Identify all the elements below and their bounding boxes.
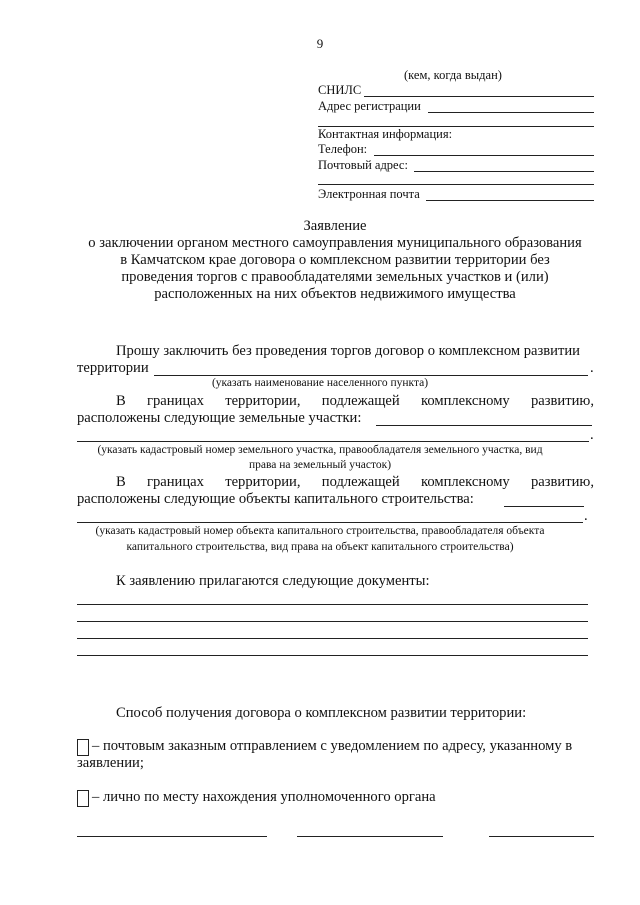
contacts-label: Контактная информация: bbox=[318, 127, 453, 141]
objects-caption-2: капитального строительства, вид права на объект капитального строительства) bbox=[126, 541, 514, 553]
registration-label: Адрес регистрации bbox=[318, 99, 421, 113]
territory-label: территории bbox=[77, 360, 149, 376]
title-line-3: в Камчатском крае договора о комплексном развитии территории без bbox=[120, 252, 550, 268]
title-line-5: расположенных на них объектов недвижимого имущества bbox=[154, 286, 516, 302]
option-postal-line-2: заявлении; bbox=[77, 755, 144, 771]
signature-line-3[interactable] bbox=[489, 836, 594, 837]
snils-label: СНИЛС bbox=[318, 83, 362, 97]
objects-field[interactable] bbox=[504, 506, 584, 507]
option-in-person: – лично по месту нахождения уполномоченного органа bbox=[92, 789, 436, 805]
objects-word: границах bbox=[146, 474, 204, 490]
land-word: развитию, bbox=[530, 393, 594, 409]
land-line-2: расположены следующие земельные участки: bbox=[77, 410, 362, 426]
objects-paragraph-line-1 bbox=[116, 474, 594, 491]
attachments-field-3[interactable] bbox=[77, 638, 588, 639]
objects-field-line2[interactable] bbox=[77, 522, 583, 523]
request-line-1: Прошу заключить без проведения торгов договор о комплексном развитии bbox=[116, 343, 580, 359]
option-postal-line-1: – почтовым заказным отправлением с уведомлением по адресу, указанному в bbox=[92, 738, 573, 754]
objects-word: комплексному bbox=[420, 474, 510, 490]
land-word: границах bbox=[146, 393, 204, 409]
land-word: подлежащей bbox=[321, 393, 400, 409]
objects-line-end: . bbox=[584, 508, 588, 524]
postal-field-line2[interactable] bbox=[318, 184, 594, 185]
title-line-1: Заявление bbox=[303, 218, 367, 234]
phone-field[interactable] bbox=[374, 155, 594, 156]
email-label: Электронная почта bbox=[318, 187, 420, 201]
attachments-label: К заявлению прилагаются следующие документы: bbox=[116, 573, 430, 589]
page-number: 9 bbox=[316, 36, 324, 51]
issued-by-hint: (кем, когда выдан) bbox=[404, 68, 502, 82]
land-paragraph-line-1 bbox=[116, 393, 594, 410]
postal-label: Почтовый адрес: bbox=[318, 158, 408, 172]
land-word: комплексному bbox=[420, 393, 510, 409]
objects-line-2: расположены следующие объекты капитального строительства: bbox=[77, 491, 474, 507]
postal-field[interactable] bbox=[414, 171, 594, 172]
attachments-field-1[interactable] bbox=[77, 604, 588, 605]
objects-word: территории, bbox=[225, 474, 301, 490]
land-caption-2: права на земельный участок) bbox=[248, 459, 392, 471]
territory-caption: (указать наименование населенного пункта) bbox=[211, 377, 429, 389]
land-field[interactable] bbox=[376, 425, 592, 426]
signature-line-2[interactable] bbox=[297, 836, 443, 837]
territory-field[interactable] bbox=[154, 375, 588, 376]
land-line-end: . bbox=[590, 427, 594, 443]
document-title bbox=[70, 218, 600, 303]
in-person-checkbox[interactable] bbox=[77, 790, 89, 807]
registration-field[interactable] bbox=[428, 112, 594, 113]
territory-line-end: . bbox=[590, 360, 594, 376]
land-field-line2[interactable] bbox=[77, 441, 589, 442]
receipt-label: Способ получения договора о комплексном развитии территории: bbox=[116, 705, 527, 721]
land-word: территории, bbox=[225, 393, 301, 409]
snils-field[interactable] bbox=[364, 96, 594, 97]
signature-line-1[interactable] bbox=[77, 836, 267, 837]
objects-word: подлежащей bbox=[321, 474, 400, 490]
attachments-field-2[interactable] bbox=[77, 621, 588, 622]
land-word: В bbox=[116, 393, 126, 409]
phone-label: Телефон: bbox=[318, 142, 368, 156]
postal-delivery-checkbox[interactable] bbox=[77, 739, 89, 756]
title-line-2: о заключении органом местного самоуправления муниципального образования bbox=[88, 235, 582, 251]
land-caption-1: (указать кадастровый номер земельного участка, правообладателя земельного участка, вид bbox=[97, 444, 543, 456]
objects-word: В bbox=[116, 474, 126, 490]
objects-caption-1: (указать кадастровый номер объекта капитального строительства, правообладателя объекта bbox=[95, 525, 545, 537]
objects-word: развитию, bbox=[530, 474, 594, 490]
title-line-4: проведения торгов с правообладателями земельных участков и (или) bbox=[121, 269, 549, 285]
email-field[interactable] bbox=[426, 200, 594, 201]
attachments-field-4[interactable] bbox=[77, 655, 588, 656]
